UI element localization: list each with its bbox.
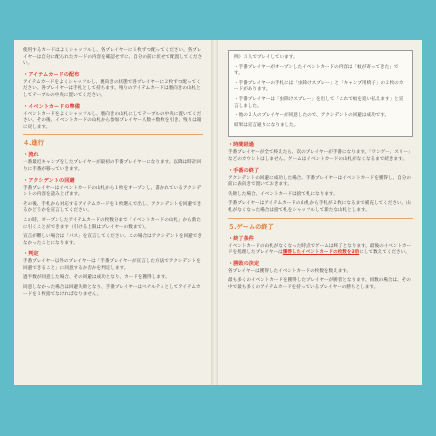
section-divider: [228, 218, 413, 219]
turn-end-text-3: 手番プレイヤーはアイテムカードの山札から手札が２枚になるまで補充してください。山札がなくなった場合は捨て札をシャッフルして新たな山札とします。: [228, 201, 411, 213]
accident-avoid-text-3: この時、オープンしたアイテムカードの枚数分まで「イベントカードの山札」から新たに引くことができます（引ける上限はプレイヤーの数まで）。: [23, 217, 201, 230]
winner-heading: ・勝敗の決定: [228, 260, 260, 267]
time-passing-text: 手番プレイヤーが全て終えたら、次のプレイヤーが手番になります。「ワンゲー、スリー」などのカウントはしません。ゲームはイベントカードの山札がなくなるまで続きます。: [228, 150, 413, 162]
right-page: [218, 40, 422, 385]
turn-end-heading: ・手番の終了: [228, 167, 260, 174]
example-box: [228, 50, 413, 137]
end-condition-text-post: にして数えてください。: [359, 250, 410, 256]
example-line: ・手番プレイヤーがオープンしたイベントカードの内容は「蚊が寄ってきた」です。: [234, 64, 399, 77]
accident-avoid-heading: ・アクシデントの回避: [23, 177, 75, 184]
example-line: ・手番プレイヤーの手札には「虫除けスプレー」と「キャンプ用椅子」の２枚のカードがあります。: [234, 80, 404, 93]
intro-paragraph: 使用するカードはよくシャッフルし、各プレイヤーに１枚ずつ配ってください。各プレイヤーは自分に配られたカードの内容を確認せずに、自分の前に伏せて配置してください。: [23, 48, 203, 67]
example-line: ・他の２人のプレイヤーが同意したので、アクシデントの回避は成功です。: [234, 113, 390, 119]
example-line: 結果は宣言通りになりました。: [234, 122, 299, 128]
flow-heading: ・流れ: [23, 152, 39, 159]
example-line: 例）３人でプレイしています。: [234, 55, 298, 60]
time-passing-heading: ・時間経過: [228, 142, 254, 149]
end-condition-text-pre: イベントカードの山札がなくなった時点でゲームは終了となります。最後のイベントカードを処理したプレイヤーは: [228, 243, 412, 256]
section-divider: [23, 134, 203, 135]
flow-text: 一番最近キャンプをしたプレイヤーが最初の手番プレイヤーになります。以降は時計回りに手番が移っていきます。: [23, 160, 201, 172]
accident-avoid-text-1: 手番プレイヤーはイベントカードの山札から１枚をオープンし、書かれているアクシデントの内容を読み上げます。: [23, 185, 202, 198]
winner-text-2: 最も多くのイベントカードを獲得したプレイヤーが勝者となります。同数の場合は、その中で最も多くのアイテムカードを持っているプレイヤーの勝ちとします。: [228, 278, 411, 290]
item-distribution-text: アイテムカードをよくシャッフルし、裏向きの状態で各プレイヤーに２枚ずつ配ってください。各プレイヤーは手札として持ちます。残りのアイテムカードは裏向きの山札としてテーブルの中央に置いてください。: [23, 79, 201, 98]
progress-section-title: ４.進行: [23, 140, 44, 148]
end-condition-text: [228, 244, 413, 257]
game-end-section-title: ５.ゲームの終了: [228, 223, 274, 231]
judgement-text-3: 同意しなかった場合は回避失敗となり、手番プレイヤーはペナルティとしてアイテムカードを１枚捨てなければなりません。: [23, 285, 201, 297]
left-page: [14, 40, 212, 385]
end-condition-heading: ・終了条件: [228, 235, 254, 242]
accident-avoid-text-2: その後、手札から対応するアイテムカードを１枚選んで出し、アクシデントを回避できるかどうかを宣言してください。: [23, 201, 202, 214]
turn-end-text-2: 失敗した場合、イベントカードは捨て札になります。: [228, 191, 338, 197]
item-distribution-heading: ・アイテムカードの配布: [23, 71, 80, 78]
event-prep-heading: ・イベントカードの準備: [23, 103, 80, 110]
example-line: ・手番プレイヤーは「虫除けスプレー」を出して「これで蚊を追い払えます」と宣言しました。: [234, 96, 404, 109]
end-condition-emphasis: 獲得したイベントカードの枚数を2倍: [282, 250, 360, 256]
accident-avoid-text-4: 宣言が難しい場合は「パス」を宣言してください。この場合はアクシデントを回避できなかったことになります。: [23, 234, 202, 246]
event-prep-text: イベントカードをよくシャッフルし、裏向きの山札にしてテーブルの中央に置いてください。その後、イベントカードの山札から参加プレイヤー人数＋数枚を引き、残りは箱に戻します。: [23, 111, 202, 130]
judgement-heading: ・判定: [23, 251, 39, 258]
judgement-text-2: 過半数が同意した場合、その回避は成功となり、カードを獲得します。: [23, 275, 170, 281]
turn-end-text-1: アクシデントの回避に成功した場合、手番プレイヤーはイベントカードを獲得し、自分の前に表向きで置いておきます。: [228, 175, 411, 188]
winner-text-1: 各プレイヤーは獲得したイベントカードの枚数を数えます。: [228, 268, 352, 274]
judgement-text-1: 手番プレイヤー以外のプレイヤーは「手番プレイヤーが宣言した方法でアクシデントを回避できること」に同意するか否かを判定します。: [23, 259, 201, 271]
